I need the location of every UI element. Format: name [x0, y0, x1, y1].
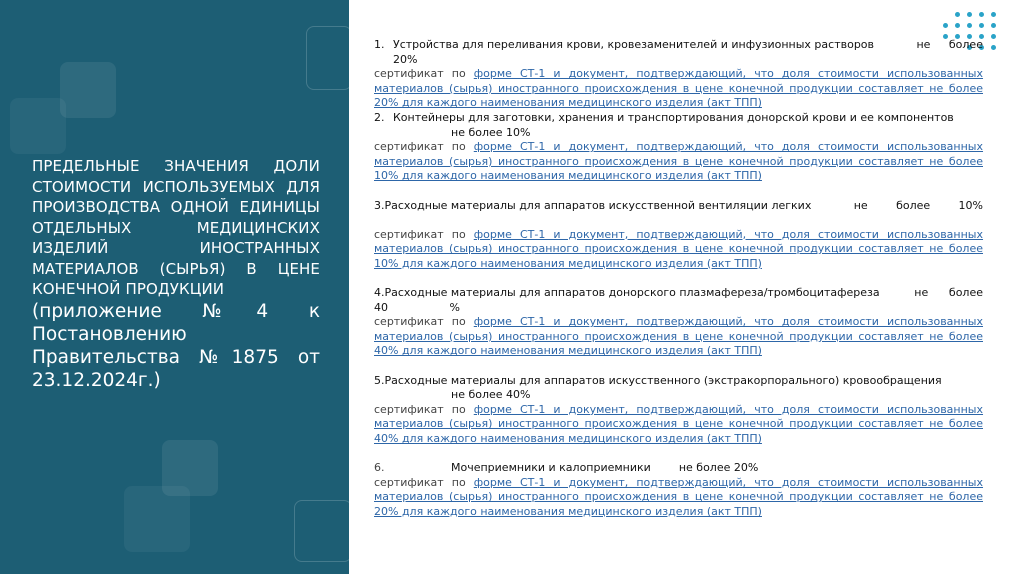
slide-title: ПРЕДЕЛЬНЫЕ ЗНАЧЕНИЯ ДОЛИ СТОИМОСТИ ИСПОЛЬЗУЕМЫХ ДЛЯ ПРОИЗВОДСТВА ОДНОЙ ЕДИНИЦЫ ОТДЕЛЬНЫХ МЕДИЦИНСКИХ ИЗДЕЛИЙ ИНОСТРАННЫХ МАТЕРИАЛОВ (СЫРЬЯ) В ЦЕНЕ КОНЕЧНОЙ ПРОДУКЦИИ — [32, 157, 320, 298]
list-item — [374, 111, 983, 184]
item-limit-word: не — [914, 286, 929, 300]
item-title: Устройства для переливания крови, кровезаменителей и инфузионных растворов — [393, 38, 875, 51]
item-limit-unit: % — [449, 300, 460, 314]
certificate-link[interactable]: форме СТ-1 и документ, подтверждающий, что доля стоимости использованных материалов (сырья) иностранного происхождения в цене конечной продукции составляет не более 20% для каждого наименования медицинского изделия (акт ТПП) — [374, 67, 984, 110]
decorative-square — [60, 62, 116, 118]
decorative-square — [124, 486, 190, 552]
item-limit: не более 40% — [451, 388, 531, 402]
item-limit-word: не — [916, 38, 931, 51]
certificate-text: сертификат по форме СТ-1 и документ, подтверждающий, что доля стоимости использованных материалов (сырья) иностранного происхождения в цене конечной продукции составляет не более 20% для каждого наименования медицинского изделия (акт ТПП) — [374, 475, 984, 518]
item-title: 4.Расходные материалы для аппаратов донорского плазмафереза/тромбоцитафереза — [374, 286, 880, 300]
list-item — [374, 286, 983, 359]
certificate-link[interactable]: форме СТ-1 и документ, подтверждающий, что доля стоимости использованных материалов (сырья) иностранного происхождения в цене конечной продукции составляет не более 40% для каждого наименования медицинского изделия (акт ТПП) — [374, 402, 984, 446]
certificate-link[interactable]: форме СТ-1 и документ, подтверждающий, что доля стоимости использованных материалов (сырья) иностранного происхождения в цене конечной продукции составляет не более 20% для каждого наименования медицинского изделия (акт ТПП) — [374, 475, 984, 518]
decorative-square — [306, 26, 352, 90]
certificate-text: сертификат по форме СТ-1 и документ, подтверждающий, что доля стоимости использованных материалов (сырья) иностранного происхождения в цене конечной продукции составляет не более 20% для каждого наименования медицинского изделия (акт ТПП) — [374, 67, 984, 110]
item-limit-word: более — [948, 38, 983, 51]
decorative-square — [10, 98, 66, 154]
item-limit-value: 10% — [958, 198, 983, 212]
certificate-link[interactable]: форме СТ-1 и документ, подтверждающий, что доля стоимости использованных материалов (сырья) иностранного происхождения в цене конечной продукции составляет не более 40% для каждого наименования медицинского изделия (акт ТПП) — [374, 315, 984, 358]
certificate-link[interactable]: форме СТ-1 и документ, подтверждающий, что доля стоимости использованных материалов (сырья) иностранного происхождения в цене конечной продукции составляет не более 10% для каждого наименования медицинского изделия (акт ТПП) — [374, 140, 984, 183]
certificate-link[interactable]: форме СТ-1 и документ, подтверждающий, что доля стоимости использованных материалов (сырья) иностранного происхождения в цене конечной продукции составляет не более 10% для каждого наименования медицинского изделия (акт ТПП) — [374, 227, 984, 270]
decorative-square — [294, 500, 352, 562]
slide-subtitle: (приложение №4 к Постановлению Правительства №1875 от 23.12.2024г.) — [32, 300, 320, 391]
item-limit: не более 10% — [451, 125, 531, 139]
item-number: 6. — [374, 461, 385, 475]
requirements-list — [374, 38, 983, 520]
content-panel — [349, 0, 1024, 574]
list-item — [374, 374, 983, 447]
certificate-text: сертификат по форме СТ-1 и документ, подтверждающий, что доля стоимости использованных материалов (сырья) иностранного происхождения в цене конечной продукции составляет не более 10% для каждого наименования медицинского изделия (акт ТПП) — [374, 227, 984, 270]
item-limit-value: 40 — [374, 300, 388, 314]
item-title: 3.Расходные материалы для аппаратов искусственной вентиляции легких — [374, 198, 812, 212]
item-number: 2. — [374, 110, 385, 124]
item-limit: не более 20% — [678, 461, 759, 475]
certificate-text: сертификат по форме СТ-1 и документ, подтверждающий, что доля стоимости использованных материалов (сырья) иностранного происхождения в цене конечной продукции составляет не более 40% для каждого наименования медицинского изделия (акт ТПП) — [374, 315, 984, 358]
item-limit-word: более — [948, 286, 983, 300]
item-limit-word: не — [853, 198, 868, 212]
item-limit-word: более — [896, 198, 931, 212]
item-title: 5.Расходные материалы для аппаратов искусственного (экстракорпорального) кровообращения — [374, 373, 942, 387]
certificate-text: сертификат по форме СТ-1 и документ, подтверждающий, что доля стоимости использованных материалов (сырья) иностранного происхождения в цене конечной продукции составляет не более 10% для каждого наименования медицинского изделия (акт ТПП) — [374, 140, 984, 183]
slide-title-block — [32, 156, 320, 392]
item-title: Мочеприемники и калоприемники — [451, 461, 651, 475]
item-limit-value: 20% — [393, 52, 418, 66]
list-item — [374, 461, 983, 519]
list-item — [374, 38, 983, 111]
certificate-text: сертификат по форме СТ-1 и документ, подтверждающий, что доля стоимости использованных материалов (сырья) иностранного происхождения в цене конечной продукции составляет не более 40% для каждого наименования медицинского изделия (акт ТПП) — [374, 402, 984, 446]
item-title: Контейнеры для заготовки, хранения и транспортирования донорской крови и ее компонентов — [393, 110, 954, 124]
item-number: 1. — [374, 38, 385, 51]
list-item — [374, 199, 983, 272]
